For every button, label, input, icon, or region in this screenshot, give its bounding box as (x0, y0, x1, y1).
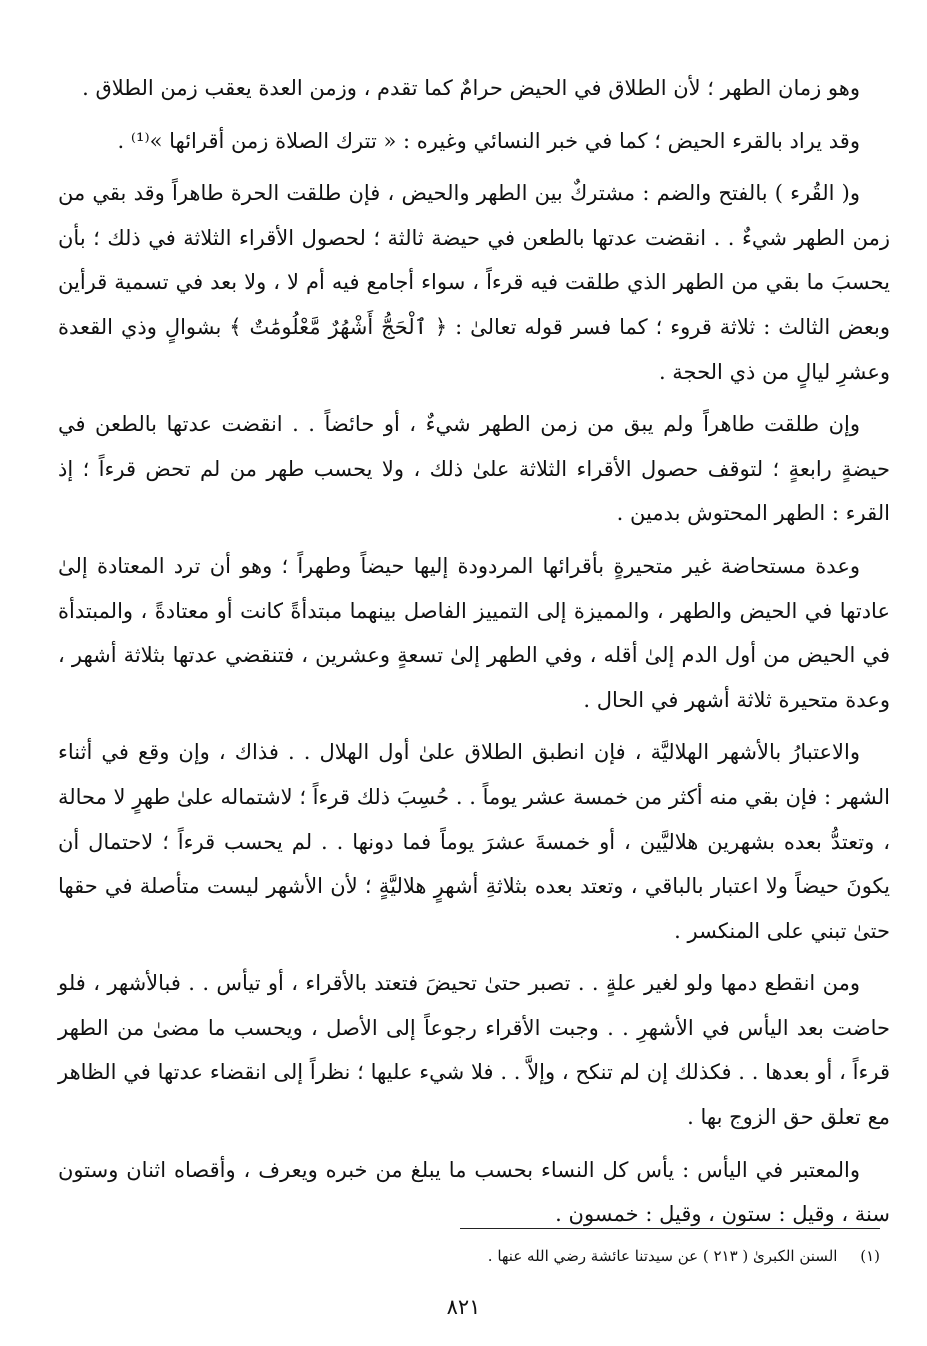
footnote-text: السنن الكبرىٰ ( ٢١٣ ) عن سيدتنا عائشة رضي الله عنها . (487, 1247, 838, 1265)
main-text (58, 66, 890, 1245)
paragraph: وقد يراد بالقرء الحيض ؛ كما في خبر النسائي وغيره : « تترك الصلاة زمن أقرائها »⁽¹⁾ . (117, 128, 860, 153)
paragraph: والمعتبر في اليأس : يأس كل النساء بحسب ما يبلغ من خبره ويعرف ، وأقصاه اثنان وستون سنة ، وقيل : ستون ، وقيل : خمسون . (58, 1157, 890, 1227)
paragraph: وهو زمان الطهر ؛ لأن الطلاق في الحيض حرامٌ كما تقدم ، وزمن العدة يعقب زمن الطلاق . (82, 76, 860, 100)
footnote-separator (460, 1228, 880, 1229)
paragraph: و( القُرء ) بالفتح والضم : مشتركٌ بين الطهر والحيض ، فإن طلقت الحرة طاهراً وقد بقي من زمن الطهر شيءٌ . . انقضت عدتها بالطعن في حيضة ثالثة ؛ لحصول الأقراء الثلاثة في ذلك ؛ بأن يحسبَ ما بقي من الطهر الذي طلقت فيه قرءاً ، سواء أجامع فيه أم لا ، ولا بعد في تسمية قرأين وبعض الثالث : ثلاثة قروء ؛ كما فسر قوله تعالىٰ : ﴿ ٱلْحَجُّ أَشْهُرٌ مَّعْلُومَٰتٌ ﴾ بشوالٍ وذي القعدة وعشرِ ليالٍ من ذي الحجة . (58, 181, 890, 384)
paragraph: والاعتبارُ بالأشهر الهلاليَّة ، فإن انطبق الطلاق علىٰ أول الهلال . . فذاك ، وإن وقع في أثناء الشهر : فإن بقي منه أكثر من خمسة عشر يوماً . . حُسِبَ ذلك قرءاً ؛ لاشتماله علىٰ طهرٍ لا محالة ، وتعتدُّ بعده بشهرين هلاليَّين ، أو خمسةَ عشرَ يوماً فما دونها . . لم يحسب قرءاً ؛ لاحتمال أن يكونَ حيضاً ولا اعتبار بالباقي ، وتعتد بعده بثلاثةِ أشهرٍ هلاليَّةٍ ؛ لأن الأشهر ليست متأصلة في حقها حتىٰ تبني على المنكسر . (58, 740, 890, 943)
page-number: ٨٢١ (446, 1295, 481, 1319)
paragraph: وعدة مستحاضة غير متحيرةٍ بأقرائها المردودة إليها حيضاً وطهراً ؛ وهو أن ترد المعتادة إلىٰ عادتها في الحيض والطهر ، والمميزة إلى التمييز الفاصل بينهما مبتدأةً كانت أو معتادةً ، والمبتدأة في الحيض من أول الدم إلىٰ أقله ، وفي الطهر إلىٰ تسعةٍ وعشرين ، فتنقضي عدتها بثلاثة أشهر ، وعدة متحيرة ثلاثة أشهر في الحال . (58, 553, 890, 712)
footnote-marker: (١) (860, 1247, 880, 1265)
footnote (58, 1244, 880, 1268)
paragraph: ومن انقطع دمها ولو لغير علةٍ . . تصبر حتىٰ تحيضَ فتعتد بالأقراء ، أو تيأس . . فبالأشهر ، فلو حاضت بعد اليأس في الأشهرِ . . وجبت الأقراء رجوعاً إلى الأصل ، ويحسب ما مضىٰ من الطهر قرءاً ، أو بعدها . . فكذلك إن لم تنكح ، وإلاَّ . . فلا شيء عليها ؛ نظراً إلى انقضاء عدتها في الظاهر مع تعلق حق الزوج بها . (58, 971, 890, 1130)
paragraph: وإن طلقت طاهراً ولم يبق من زمن الطهر شيءٌ ، أو حائضاً . . انقضت عدتها بالطعن في حيضةٍ رابعةٍ ؛ لتوقف حصول الأقراء الثلاثة علىٰ ذلك ، ولا يحسب طهر من لم تحض قرءاً ؛ إذ القرء : الطهر المحتوش بدمين . (58, 412, 890, 526)
